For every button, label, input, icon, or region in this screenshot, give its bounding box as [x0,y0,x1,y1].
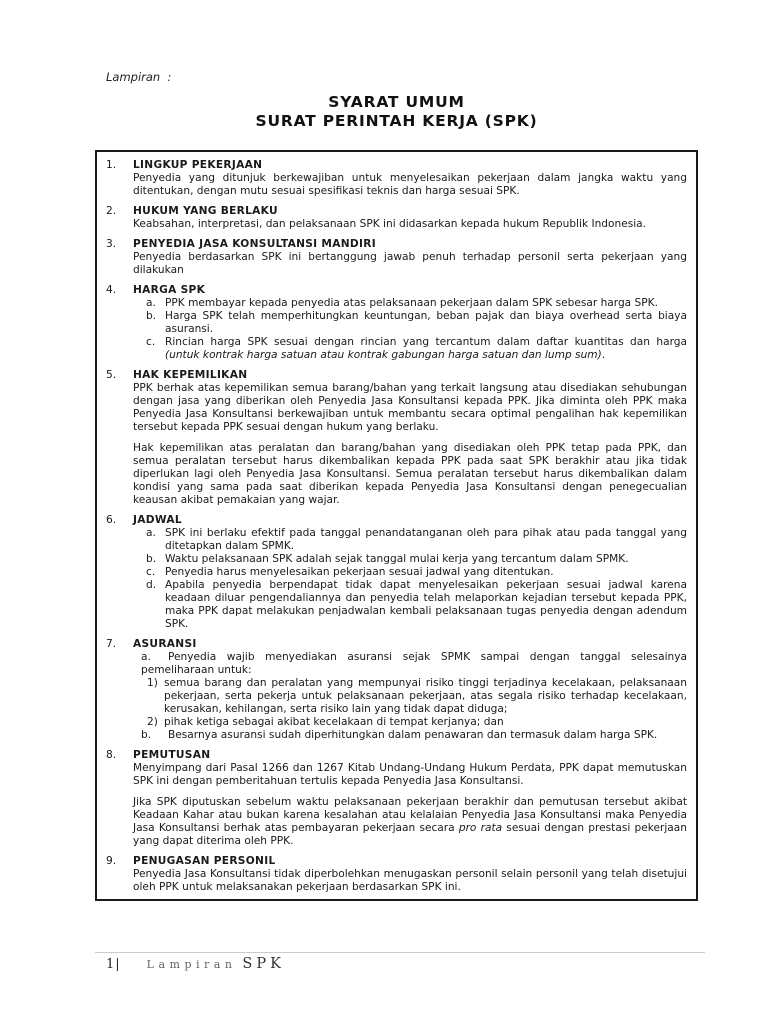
section [97,159,687,198]
paragraph [97,218,687,231]
text-run: Penyedia berdasarkan SPK ini bertanggung jawab penuh terhadap personil serta pekerjaan yang dilakukan [133,251,687,276]
section-title: PEMUTUSAN [133,749,211,761]
section-heading-row [97,159,687,172]
paragraph [97,868,687,894]
page-footer [106,956,285,972]
text-run: pihak ketiga sebagai akibat kecelakaan di tempat kerjanya; dan [164,716,504,728]
italic-text-run: pro rata [458,822,503,834]
list-item [97,677,687,716]
text-run: Penyedia Jasa Konsultansi tidak diperbolehkan menugaskan personil selain personil yang telah disetujui oleh PPK untuk melaksanakan pekerjaan berdasarkan SPK ini. [133,868,687,893]
paragraph [97,796,687,848]
section [97,205,687,231]
section-heading-row [97,284,687,297]
list-item [97,651,687,677]
list-item [97,310,687,336]
italic-text-run: (untuk kontrak harga satuan atau kontrak gabungan harga satuan dan lump sum) [165,349,602,361]
document-title [95,93,698,131]
page-number: 1| [106,957,121,972]
section-title: HARGA SPK [133,284,206,296]
text-run: sesuai dengan prestasi pekerjaan yang dapat diterima oleh PPK. [133,822,687,847]
section-heading-row [97,369,687,382]
text-run: Harga SPK telah memperhitungkan keuntungan, beban pajak dan biaya overhead serta biaya asuransi. [165,310,687,335]
section-number: 9. [106,855,117,867]
list-item [97,729,687,742]
list-item [97,553,687,566]
list-marker: d. [146,579,157,591]
section-heading-row [97,855,687,868]
section-number: 6. [106,514,117,526]
list-item [97,297,687,310]
section-heading-row [97,205,687,218]
section-title: HAK KEPEMILIKAN [133,369,248,381]
list-marker: b. [141,729,152,741]
paragraph [97,442,687,507]
section-title: PENYEDIA JASA KONSULTANSI MANDIRI [133,238,376,250]
list-item [97,336,687,362]
list-marker: b. [146,553,157,565]
text-run: semua barang dan peralatan yang mempunyai risiko tinggi terjadinya kecelakaan, pelaksanaan pekerjaan, serta pekerja untuk pelaksanaan pekerjaan, atas segala risiko terhadap kecelakaan, kerusakan, kehilangan, serta risiko lain yang tidak dapat diduga; [164,677,687,715]
text-run: Rincian harga SPK sesuai dengan rincian yang tercantum dalam daftar kuantitas dan harga [165,336,687,348]
section-heading-row [97,638,687,651]
section-number: 5. [106,369,117,381]
list-marker: c. [146,336,156,348]
paragraph [97,172,687,198]
paragraph [97,251,687,277]
list-item [97,527,687,553]
title-line-2: SURAT PERINTAH KERJA (SPK) [255,112,538,130]
section-heading-row [97,514,687,527]
paragraph [97,382,687,434]
section-title: ASURANSI [133,638,197,650]
list-marker: a. [146,527,156,539]
section-number: 2. [106,205,117,217]
text-run: Waktu pelaksanaan SPK adalah sejak tanggal mulai kerja yang tercantum dalam SPMK. [165,553,629,565]
text-run: Penyedia harus menyelesaikan pekerjaan sesuai jadwal yang ditentukan. [165,566,554,578]
text-run: Penyedia wajib menyediakan asuransi sejak SPMK sampai dengan tanggal selesainya pemeliharaan untuk: [141,651,687,676]
section [97,238,687,277]
section-heading-row [97,749,687,762]
list-item [97,566,687,579]
section [97,369,687,507]
section [97,855,687,894]
section-number: 3. [106,238,117,250]
list-marker: 2) [147,716,158,728]
text-run: Keabsahan, interpretasi, dan pelaksanaan SPK ini didasarkan kepada hukum Republik Indonesia. [133,218,647,230]
text-run: Hak kepemilikan atas peralatan dan barang/bahan yang disediakan oleh PPK tetap pada PPK, dan semua peralatan tersebut harus dikembalikan kepada PPK pada saat SPK berakhir atau jika tidak diperlukan lagi oleh Penyedia Jasa Konsultansi. Semua peralatan tersebut harus dikembalikan dalam kondisi yang sama pada saat diberikan kepada Penyedia Jasa Konsultansi dengan penegecualian keausan akibat pemakaian yang wajar. [133,442,687,506]
section [97,638,687,742]
section-number: 4. [106,284,117,296]
lampiran-label: Lampiran : [106,70,172,84]
section-heading-row [97,238,687,251]
text-run: Penyedia yang ditunjuk berkewajiban untuk menyelesaikan pekerjaan dalam jangka waktu yang ditentukan, dengan mutu sesuai spesifikasi teknis dan harga sesuai SPK. [133,172,687,197]
section-number: 8. [106,749,117,761]
text-run: Apabila penyedia berpendapat tidak dapat menyelesaikan pekerjaan sesuai jadwal karena keadaan diluar pengendaliannya dan penyedia telah melaporkan kejadian tersebut kepada PPK, maka PPK dapat melakukan penjadwalan kembali pelaksanaan tugas penyedia dengan adendum SPK. [165,579,687,630]
section [97,284,687,362]
list-marker: c. [146,566,156,578]
list-marker: a. [146,297,156,309]
section-number: 7. [106,638,117,650]
list-marker: a. [141,651,151,663]
footer-label-lampiran: Lampiran [146,958,237,971]
footer-divider [95,952,705,953]
section-title: JADWAL [133,514,182,526]
list-item [97,716,687,729]
list-item [97,579,687,631]
section-number: 1. [106,159,117,171]
text-run: SPK ini berlaku efektif pada tanggal penandatanganan oleh para pihak atau pada tanggal yang ditetapkan dalam SPMK. [165,527,687,552]
text-run: Menyimpang dari Pasal 1266 dan 1267 Kitab Undang-Undang Hukum Perdata, PPK dapat memutuskan SPK ini dengan pemberitahuan tertulis kepada Penyedia Jasa Konsultansi. [133,762,687,787]
text-run: Besarnya asuransi sudah diperhitungkan dalam penawaran dan termasuk dalam harga SPK. [168,729,658,741]
paragraph [97,762,687,788]
footer-label-spk: SPK [242,956,285,972]
title-line-1: SYARAT UMUM [328,93,465,111]
section [97,514,687,631]
section [97,749,687,848]
section-title: PENUGASAN PERSONIL [133,855,276,867]
list-marker: 1) [147,677,158,689]
text-run: PPK membayar kepada penyedia atas pelaksanaan pekerjaan dalam SPK sebesar harga SPK. [165,297,658,309]
section-title: LINGKUP PEKERJAAN [133,159,263,171]
text-run: PPK berhak atas kepemilikan semua barang/bahan yang terkait langsung atau disediakan sehubungan dengan jasa yang diberikan oleh Penyedia Jasa Konsultansi kepada PPK. Jika diminta oleh PPK maka Penyedia Jasa Konsultansi berkewajiban untuk membantu secara optimal pengalihan hak kepemilikan tersebut kepada PPK sesuai dengan hukum yang berlaku. [133,382,687,433]
text-run: . [601,349,606,361]
spk-terms-box [95,150,698,901]
text-run: Jika SPK diputuskan sebelum waktu pelaksanaan pekerjaan berakhir dan pemutusan tersebut akibat Keadaan Kahar atau bukan karena kesalahan atau kelalaian Penyedia Jasa Konsultansi maka Penyedia Jasa Konsultansi berhak atas pembayaran pekerjaan secara [133,796,687,834]
list-marker: b. [146,310,157,322]
section-title: HUKUM YANG BERLAKU [133,205,278,217]
